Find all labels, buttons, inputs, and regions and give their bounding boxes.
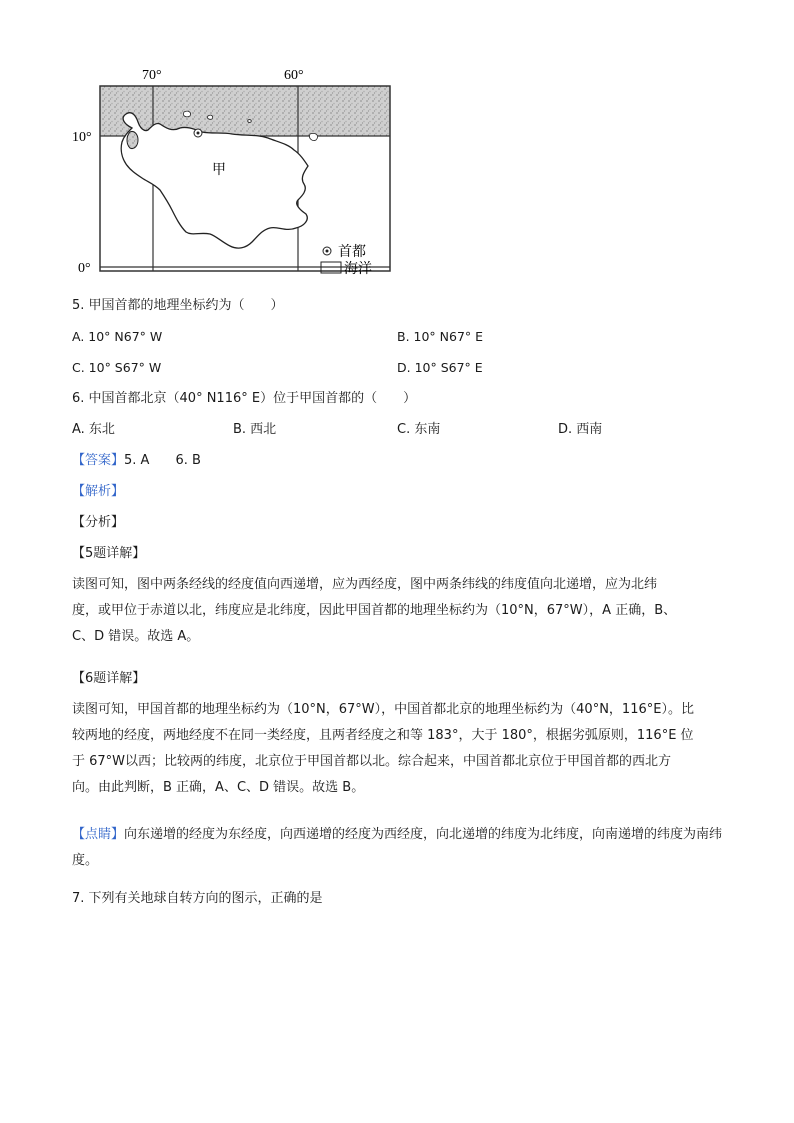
tip-line-1 [72,822,724,848]
detail5-tag: 【5题详解】 [72,546,146,561]
detail6-tag: 【6题详解】 [72,671,146,686]
legend-capital-label: 首都 [338,244,366,260]
q6-stem: 6. 中国首都北京（40° N116° E）位于甲国首都的（ ） [72,391,417,406]
lon-label-70: 70° [142,68,162,83]
fenxi-tag: 【分析】 [72,515,125,530]
answer-tag: 【答案】 [72,453,125,468]
q6-option-c: C. 东南 [397,422,441,437]
island [309,133,317,140]
q5-option-d: D. 10° S67° E [397,360,483,375]
detail5-line-1: 读图可知，图中两条经线的经度值向西递增，应为西经度，图中两条纬线的纬度值向北递增，应为北纬 [72,577,658,592]
tip-paragraph [72,822,724,874]
lake [127,131,138,148]
tip-line-1-text: 向东递增的经度为东经度，向西递增的经度为西经度，向北递增的纬度为北纬度，向南递增的纬度为南纬 [124,827,723,842]
map-figure [72,64,402,280]
detail6-line-3: 于 67°W以西；比较两的纬度，北京位于甲国首都以北。综合起来，中国首都北京位于甲国首都的西北方 [72,754,672,769]
detail6-line-4: 向。由此判断，B 正确，A、C、D 错误。故选 B。 [72,780,365,795]
q5-option-c: C. 10° S67° W [72,360,162,375]
q6-option-b: B. 西北 [233,422,277,437]
legend-capital-icon-dot [326,250,329,253]
answer-line [72,452,201,470]
capital-marker-dot [197,132,200,135]
lat-label-0: 0° [78,261,91,276]
q6-option-d: D. 西南 [558,422,603,437]
q5-stem: 5. 甲国首都的地理坐标约为（ ） [72,298,284,313]
q5-option-b: B. 10° N67° E [397,329,484,344]
tip-tag: 【点睛】 [72,827,125,842]
lat-label-10: 10° [72,130,92,145]
detail5-line-3: C、D 错误。故选 A。 [72,629,200,644]
detail6-line-2: 较两地的经度，两地经度不在同一类经度，且两者经度之和等 183°，大于 180°，根据劣弧原则，116°E 位 [72,728,694,743]
analysis-tag: 【解析】 [72,484,125,499]
country-label: 甲 [212,162,226,178]
ocean-area [100,86,390,136]
island [207,115,212,119]
detail5-line-2: 度，或甲位于赤道以北，纬度应是北纬度，因此甲国首都的地理坐标约为（10°N，67°W），A 正确，B、 [72,603,677,618]
detail5-paragraph [72,572,724,650]
q7-stem: 7. 下列有关地球自转方向的图示，正确的是 [72,891,323,906]
detail6-line-1: 读图可知，甲国首都的地理坐标约为（10°N，67°W），中国首都北京的地理坐标约为（40°N，116°E）。比 [72,702,694,717]
island [183,111,190,117]
island [248,120,252,123]
answer-text: 5. A 6. B [124,453,201,468]
legend-ocean-label: 海洋 [344,261,372,277]
tip-line-2: 度。 [72,853,99,868]
lon-label-60: 60° [284,68,304,83]
q5-option-a: A. 10° N67° W [72,329,163,344]
map-svg [72,64,402,280]
detail6-paragraph [72,697,724,801]
q6-option-a: A. 东北 [72,422,115,437]
